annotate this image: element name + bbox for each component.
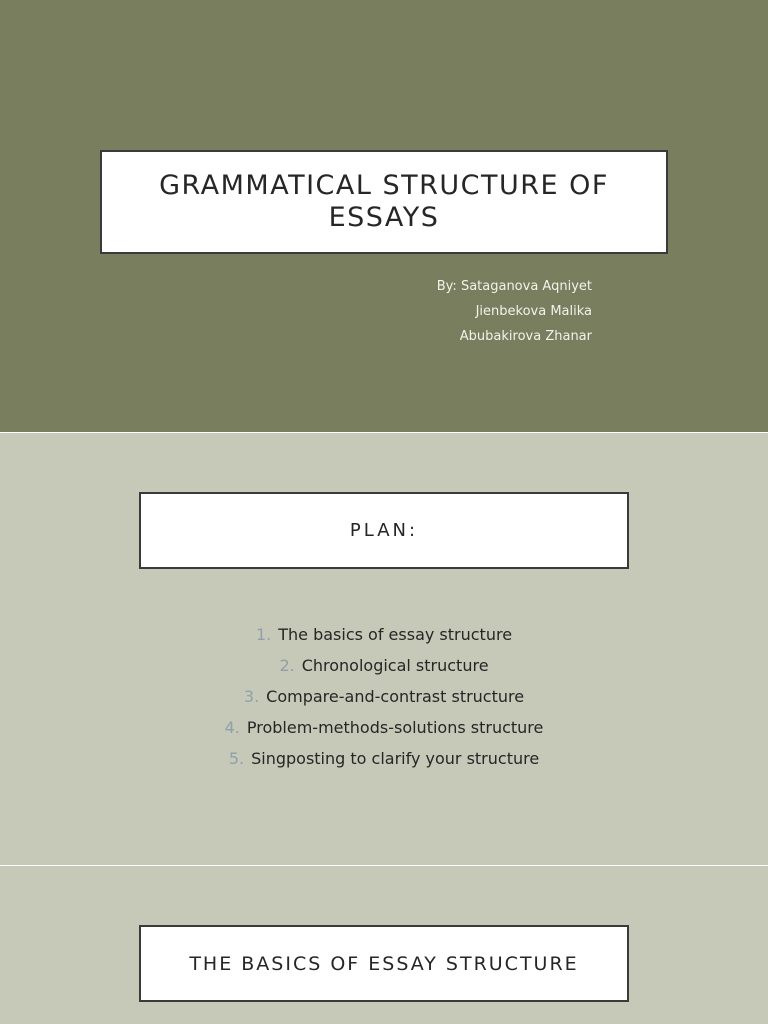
- basics-slide: [0, 866, 768, 1024]
- presentation-title: GRAMMATICAL STRUCTURE OF ESSAYS: [159, 170, 609, 233]
- list-item-text: Problem-methods-solutions structure: [246, 718, 544, 737]
- list-number: 4.: [224, 718, 240, 737]
- title-box: [100, 150, 668, 254]
- list-item: [0, 712, 768, 743]
- list-item-text: Compare-and-contrast structure: [266, 687, 525, 706]
- list-item: [0, 743, 768, 774]
- title-slide: [0, 0, 768, 432]
- plan-list: [0, 619, 768, 774]
- list-item-text: Singposting to clarify your structure: [251, 749, 540, 768]
- author-line: Abubakirova Zhanar: [459, 329, 592, 344]
- list-item: [0, 650, 768, 681]
- list-number: 2.: [279, 656, 295, 675]
- list-item-text: The basics of essay structure: [278, 625, 513, 644]
- list-item-text: Chronological structure: [301, 656, 489, 675]
- plan-title: PLAN:: [349, 520, 419, 541]
- list-number: 1.: [255, 625, 272, 644]
- author-line: Jienbekova Malika: [475, 304, 592, 319]
- basics-title-box: [139, 925, 629, 1002]
- list-number: 3.: [243, 687, 260, 706]
- basics-title: THE BASICS OF ESSAY STRUCTURE: [189, 952, 579, 975]
- author-line: By: Sataganova Aqniyet: [436, 279, 592, 294]
- plan-title-box: [139, 492, 629, 569]
- list-number: 5.: [228, 749, 245, 768]
- authors-block: [437, 274, 592, 349]
- plan-slide: [0, 433, 768, 865]
- list-item: [0, 681, 768, 712]
- list-item: [0, 619, 768, 650]
